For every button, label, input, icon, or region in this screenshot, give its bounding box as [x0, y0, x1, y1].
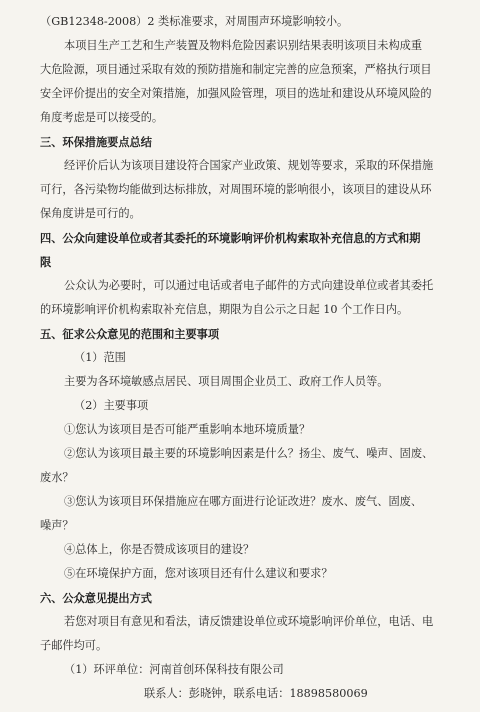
paragraph-info-line-2: 的环境影响评价机构索取补充信息，期限为自公示之日起 10 个工作日内。 — [40, 303, 409, 316]
question-2-line-1: ②您认为该项目最主要的环境影响因素是什么？扬尘、废气、噪声、固废、 — [64, 447, 434, 460]
paragraph-eval-line-2: 可行，各污染物均能做到达标排放，对周围环境的影响很小，该项目的建设从环 — [40, 183, 432, 196]
question-3-line-2: 噪声？ — [40, 519, 74, 532]
question-1: ①您认为该项目是否可能严重影响本地环境质量？ — [64, 423, 311, 436]
section-heading-4-line-1: 四、公众向建设单位或者其委托的环境影响评价机构索取补充信息的方式和期 — [40, 231, 421, 245]
contact-info: 联系人：彭晓钟，联系电话：18898580069 — [144, 687, 368, 700]
paragraph-scope: 主要为各环境敏感点居民、项目周围企业员工、政府工作人员等。 — [64, 375, 389, 388]
question-3-line-1: ③您认为该项目环保措施应在哪方面进行论证改进？废水、废气、固废、 — [64, 495, 423, 508]
paragraph-info-line-1: 公众认为必要时，可以通过电话或者电子邮件的方式向建设单位或者其委托 — [64, 279, 434, 292]
paragraph-feedback-line-2: 子邮件均可。 — [40, 639, 108, 652]
paragraph-risk-line-2: 大危险源，项目通过采取有效的预防措施和制定完善的应急预案，严格执行项目 — [40, 63, 432, 76]
section-heading-5: 五、征求公众意见的范围和主要事项 — [40, 327, 220, 341]
section-heading-4-line-2: 限 — [40, 255, 52, 269]
question-4: ④总体上，你是否赞成该项目的建设？ — [64, 543, 255, 556]
paragraph-risk-line-3: 安全评价提出的安全对策措施，加强风险管理，项目的选址和建设从环境风险的 — [40, 87, 432, 100]
subheading-scope: （1）范围 — [74, 351, 126, 364]
paragraph-eval-line-1: 经评价后认为该项目建设符合国家产业政策、规划等要求，采取的环保措施 — [64, 159, 434, 172]
question-5: ⑤在环境保护方面，您对该项目还有什么建议和要求？ — [64, 567, 333, 580]
paragraph-noise-conclusion: （GB12348-2008）2 类标准要求，对周围声环境影响较小。 — [40, 15, 349, 28]
paragraph-feedback-line-1: 若您对项目有意见和看法，请反馈建设单位或环境影响评价单位，电话、电 — [64, 615, 434, 628]
paragraph-risk-line-4: 角度考虑是可以接受的。 — [40, 111, 164, 124]
question-2-line-2: 废水？ — [40, 471, 74, 484]
eia-unit: （1）环评单位：河南首创环保科技有限公司 — [64, 663, 284, 676]
paragraph-risk-line-1: 本项目生产工艺和生产装置及物料危险因素识别结果表明该项目未构成重 — [64, 39, 423, 52]
section-heading-6: 六、公众意见提出方式 — [40, 591, 152, 605]
section-heading-3: 三、环保措施要点总结 — [40, 135, 152, 149]
subheading-main-items: （2）主要事项 — [74, 399, 149, 412]
paragraph-eval-line-3: 保角度讲是可行的。 — [40, 207, 141, 220]
